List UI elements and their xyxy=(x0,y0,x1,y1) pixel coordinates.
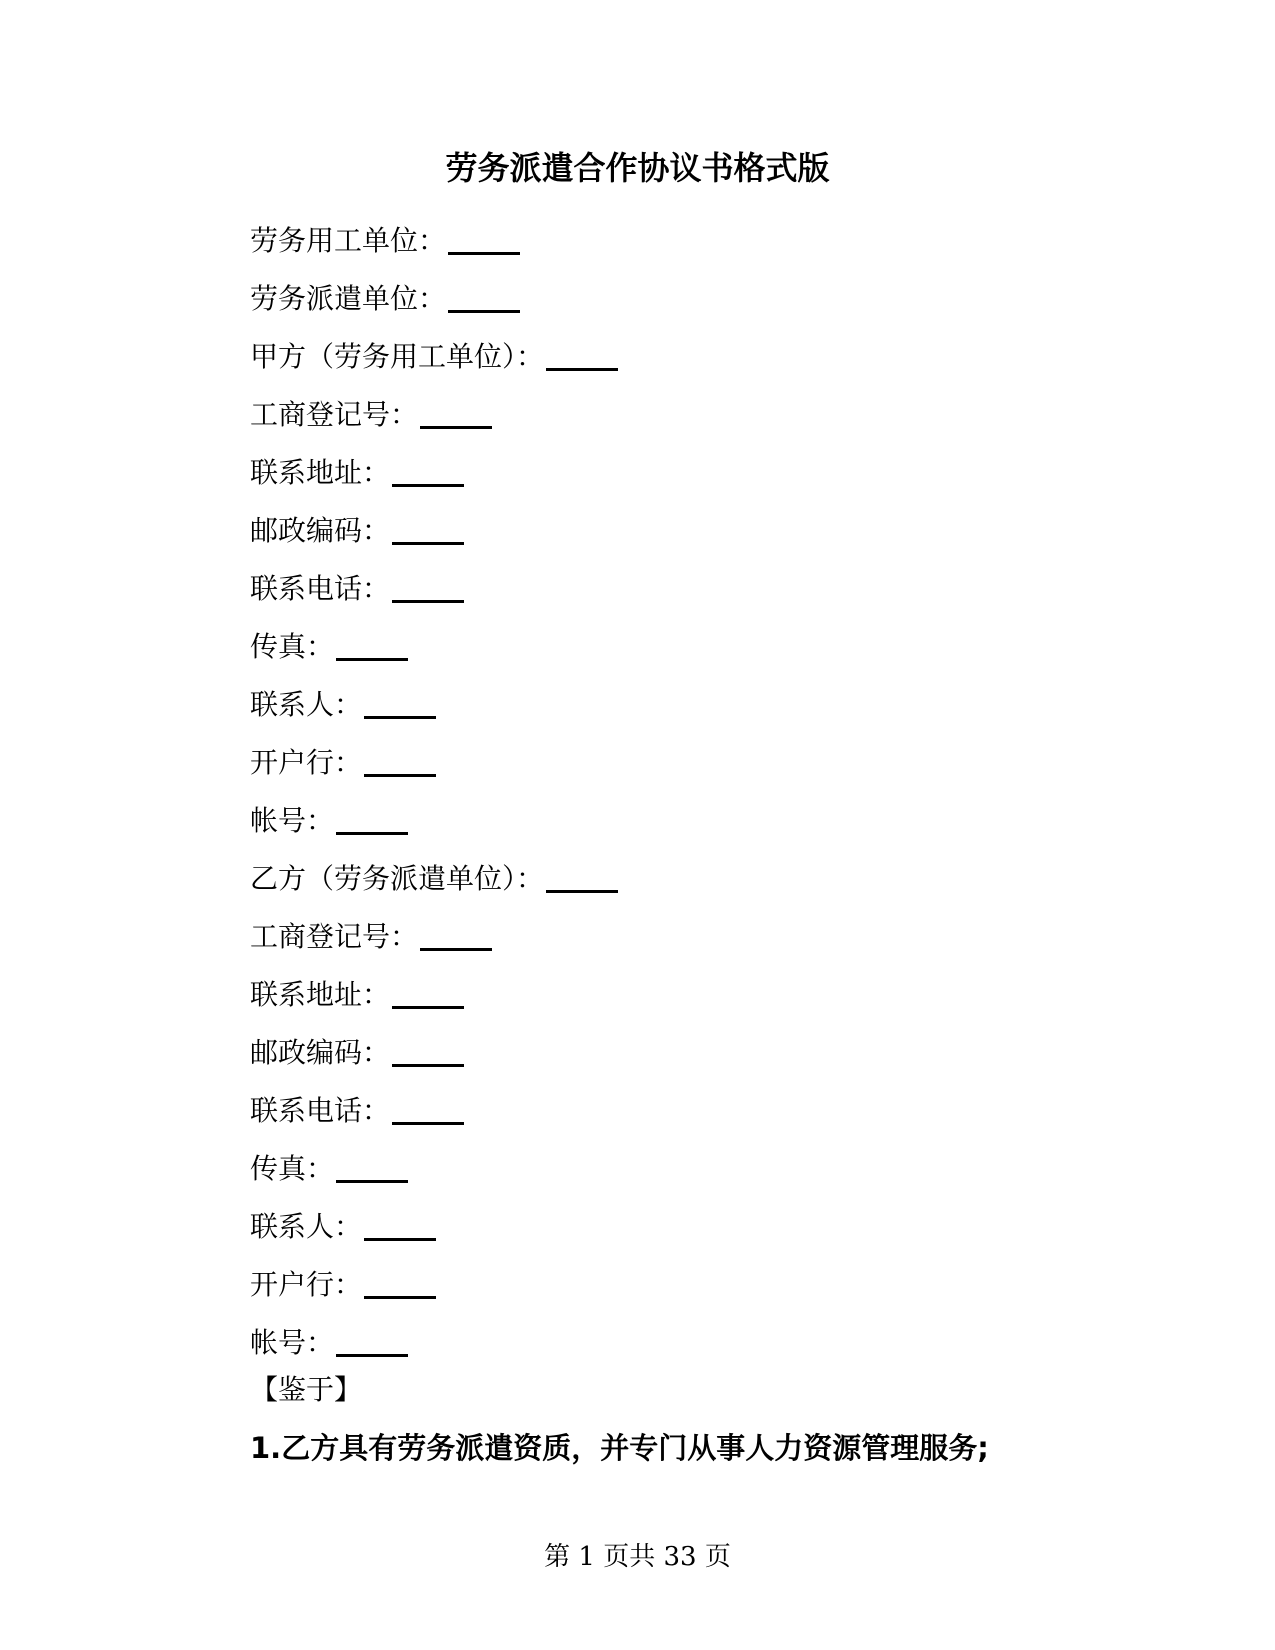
fill-in-blank xyxy=(546,890,618,893)
fill-in-blank xyxy=(392,484,464,487)
field-row-a-address xyxy=(250,444,1050,502)
field-label: 工商登记号： xyxy=(250,398,419,431)
field-row-a-phone xyxy=(250,560,1050,618)
field-label: 帐号： xyxy=(250,804,335,837)
field-row-a-bank xyxy=(250,734,1050,792)
field-label: 甲方（劳务用工单位）： xyxy=(250,340,545,373)
fill-in-blank xyxy=(420,948,492,951)
field-label: 传真： xyxy=(250,1152,335,1185)
field-row-b-fax xyxy=(250,1140,1050,1198)
field-row-party-a xyxy=(250,328,1050,386)
field-row-b-account xyxy=(250,1314,1050,1372)
field-row-b-phone xyxy=(250,1082,1050,1140)
field-label: 邮政编码： xyxy=(250,514,391,547)
field-row-a-fax xyxy=(250,618,1050,676)
field-label: 开户行： xyxy=(250,1268,363,1301)
field-label: 帐号： xyxy=(250,1326,335,1359)
party-info-fields xyxy=(250,212,1050,1372)
field-label: 邮政编码： xyxy=(250,1036,391,1069)
field-row-b-registration-no xyxy=(250,908,1050,966)
field-row-a-registration-no xyxy=(250,386,1050,444)
field-label: 联系人： xyxy=(250,688,363,721)
field-label: 乙方（劳务派遣单位）： xyxy=(250,862,545,895)
clause-1: 1.乙方具有劳务派遣资质，并专门从事人力资源管理服务; xyxy=(250,1431,989,1465)
document-title: 劳务派遣合作协议书格式版 xyxy=(445,149,830,187)
field-row-b-address xyxy=(250,966,1050,1024)
field-label: 联系电话： xyxy=(250,572,391,605)
page-footer: 第 1 页共 33 页 xyxy=(544,1542,731,1572)
field-label: 传真： xyxy=(250,630,335,663)
fill-in-blank xyxy=(364,716,436,719)
fill-in-blank xyxy=(336,832,408,835)
field-row-a-contact xyxy=(250,676,1050,734)
section-heading-whereas: 【鉴于】 xyxy=(250,1373,363,1406)
field-row-b-contact xyxy=(250,1198,1050,1256)
field-label: 联系电话： xyxy=(250,1094,391,1127)
field-label: 联系人： xyxy=(250,1210,363,1243)
field-label: 联系地址： xyxy=(250,456,391,489)
fill-in-blank xyxy=(336,1354,408,1357)
fill-in-blank xyxy=(364,1238,436,1241)
field-row-dispatch-unit xyxy=(250,270,1050,328)
field-label: 开户行： xyxy=(250,746,363,779)
fill-in-blank xyxy=(448,310,520,313)
field-row-a-account xyxy=(250,792,1050,850)
fill-in-blank xyxy=(364,1296,436,1299)
fill-in-blank xyxy=(448,252,520,255)
fill-in-blank xyxy=(420,426,492,429)
field-row-b-bank xyxy=(250,1256,1050,1314)
fill-in-blank xyxy=(336,1180,408,1183)
fill-in-blank xyxy=(364,774,436,777)
field-label: 联系地址： xyxy=(250,978,391,1011)
fill-in-blank xyxy=(392,600,464,603)
field-row-employer-unit xyxy=(250,212,1050,270)
field-row-a-postcode xyxy=(250,502,1050,560)
field-row-b-postcode xyxy=(250,1024,1050,1082)
field-label: 劳务用工单位： xyxy=(250,224,447,257)
fill-in-blank xyxy=(546,368,618,371)
fill-in-blank xyxy=(392,1006,464,1009)
field-row-party-b xyxy=(250,850,1050,908)
fill-in-blank xyxy=(336,658,408,661)
field-label: 劳务派遣单位： xyxy=(250,282,447,315)
fill-in-blank xyxy=(392,1064,464,1067)
fill-in-blank xyxy=(392,542,464,545)
fill-in-blank xyxy=(392,1122,464,1125)
field-label: 工商登记号： xyxy=(250,920,419,953)
